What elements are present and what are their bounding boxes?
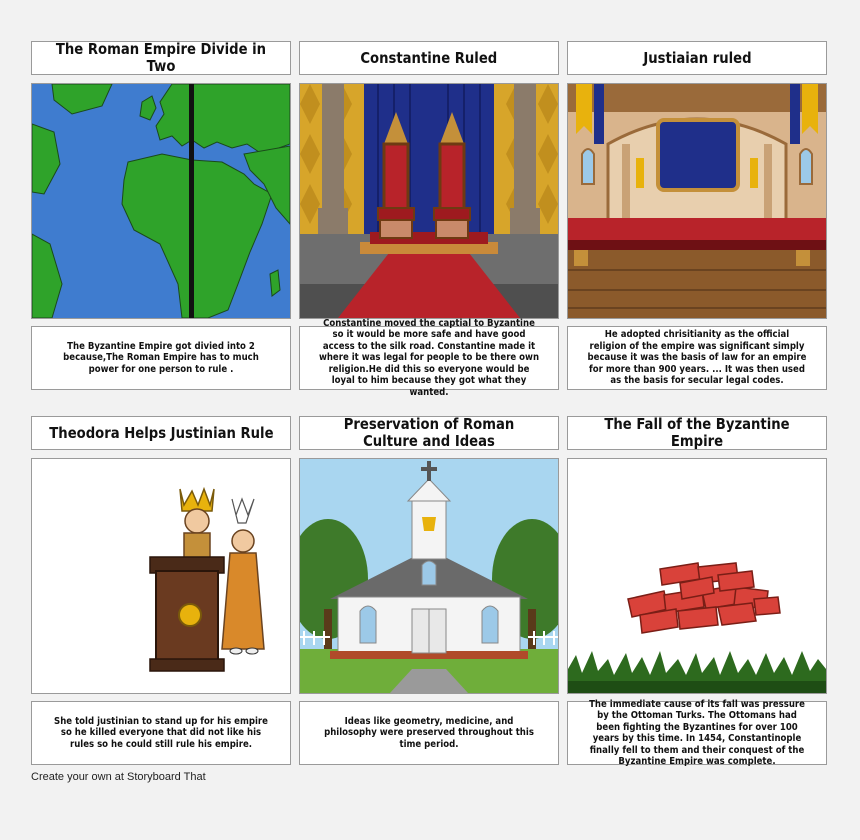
panel-1-caption-box: [31, 326, 291, 390]
panel-2-title: Constantine Ruled: [360, 48, 498, 67]
panel-6-caption-box: [567, 698, 827, 767]
panel-2-scene-throne-room: [299, 83, 559, 319]
panel-4-title: Theodora Helps Justinian Rule: [48, 423, 274, 442]
panel-5-caption: Ideas like geometry, medicine, and philosophy were preserved throughout this time period.: [324, 715, 534, 750]
panel-1-caption: The Byzantine Empire got divied into 2 because,The Roman Empire has to much power for one person to rule .: [63, 340, 259, 375]
panel-5-scene-church: [299, 458, 559, 694]
panel-1-title-box: [31, 41, 291, 75]
panel-4-title-box: [31, 416, 291, 450]
panel-3-title: Justiaian ruled: [642, 48, 752, 67]
panel-5-title: Preservation of Roman Culture and Ideas: [343, 415, 515, 450]
panel-6-caption: The immediate cause of its fall was pressure by the Ottoman Turks. The Ottomans had been fighting the Byzantines for over 100 years by this time. In 1454, Constantinople finally fell to them and their conquest of the Byzantine Empire was complete.: [589, 698, 805, 767]
panel-4-scene-king-and-queen: [31, 458, 291, 694]
panel-6-scene-brick-rubble: [567, 458, 827, 694]
panel-3-title-box: [567, 41, 827, 75]
panel-6-title: The Fall of the Byzantine Empire: [604, 415, 790, 450]
panel-2-caption-box: [299, 317, 559, 398]
panel-3-caption-box: [567, 326, 827, 390]
panel-4-caption-box: [31, 701, 291, 765]
panel-3-caption: He adopted chrisitianity as the official religion of the empire was significant simply because it was the basis of law for an empire for more than 900 years. ... It was then used as the basis for secular legal codes.: [587, 329, 807, 387]
panel-2-title-box: [299, 41, 559, 75]
panel-6-title-box: [567, 416, 827, 450]
panel-2-caption: Constantine moved the captial to Byzantine so it would be more safe and have good access to the silk road. Constantine made it where it was legal for people to be there own religion.He did this so everyone would be loyal to him because they got what they wanted.: [318, 317, 540, 398]
panel-5-title-box: [299, 416, 559, 450]
panel-5-caption-box: [299, 701, 559, 765]
panel-1-title: The Roman Empire Divide in Two: [55, 40, 267, 75]
footer-link[interactable]: Create your own at Storyboard That: [31, 771, 206, 783]
panel-4-caption: She told justinian to stand up for his empire so he killed everyone that did not like his rules so he could still rule his empire.: [54, 715, 268, 750]
panel-3-scene-palace-hall: [567, 83, 827, 319]
panel-1-scene-world-map: [31, 83, 291, 319]
